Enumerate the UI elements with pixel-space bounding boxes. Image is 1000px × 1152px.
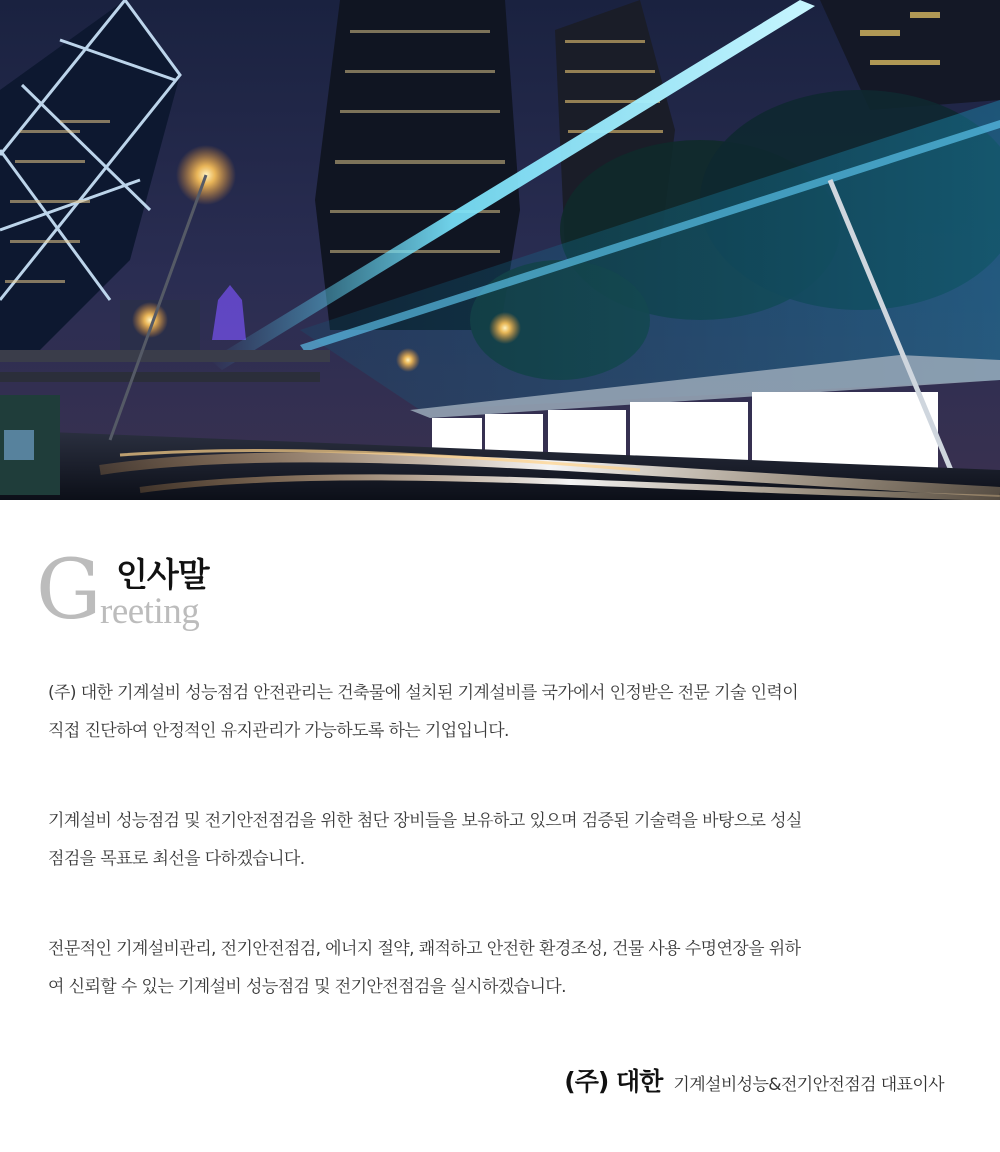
heading-letters: reeting: [100, 591, 200, 632]
signature-role: 기계설비성능&전기안전점검 대표이사: [673, 1075, 944, 1095]
greeting-body: [48, 674, 958, 1058]
heading-initial: G: [36, 543, 102, 638]
paragraph-line: 직접 진단하여 안정적인 유지관리가 가능하도록 하는 기업입니다.: [48, 721, 509, 741]
page-title: 인사말: [116, 555, 209, 594]
paragraph-line: 여 신뢰할 수 있는 기계설비 성능점검 및 전기안전점검을 실시하겠습니다.: [48, 977, 566, 997]
paragraph-line: (주) 대한 기계설비 성능점검 안전관리는 건축물에 설치된 기계설비를 국가에서 인정받은 전문 기술 인력이: [48, 683, 799, 703]
signature-company: (주) 대한: [564, 1067, 663, 1096]
paragraph-line: 기계설비 성능점검 및 전기안전점검을 위한 첨단 장비들을 보유하고 있으며 검증된 기술력을 바탕으로 성실: [48, 811, 802, 831]
night-city-illustration: [0, 0, 1000, 500]
paragraph-commitment: [48, 930, 958, 1006]
signature: [564, 1062, 944, 1098]
greeting-heading: [36, 543, 336, 646]
greeting-section: [0, 500, 1000, 1152]
paragraph-line: 전문적인 기계설비관리, 전기안전점검, 에너지 절약, 쾌적하고 안전한 환경조성, 건물 사용 수명연장을 위하: [48, 939, 801, 959]
paragraph-intro: [48, 674, 958, 750]
paragraph-line: 점검을 목표로 최선을 다하겠습니다.: [48, 849, 305, 869]
paragraph-equipment: [48, 802, 958, 878]
hero-banner: [0, 0, 1000, 500]
